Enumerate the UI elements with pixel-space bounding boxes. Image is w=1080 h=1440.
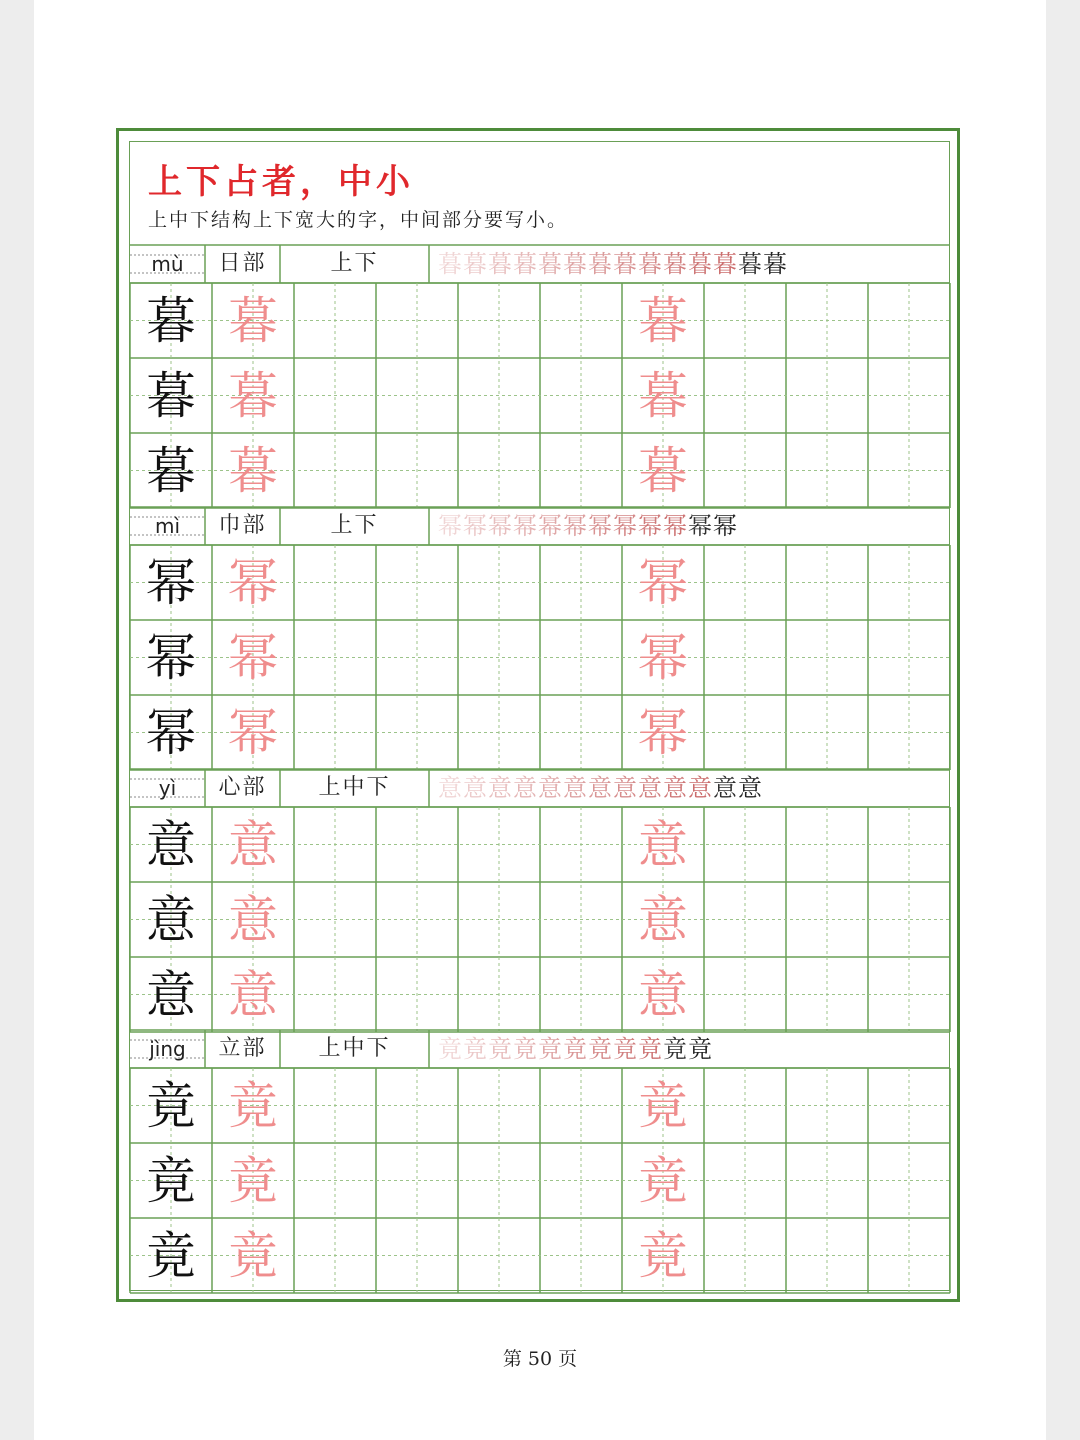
stroke-step: 幂 [488, 512, 513, 540]
stroke-step: 暮 [638, 250, 663, 278]
structure-label: 上下 [330, 513, 379, 538]
stroke-step: 暮 [463, 250, 488, 278]
model-character: 暮 [146, 291, 196, 350]
trace-character: 幂 [228, 703, 278, 762]
stroke-step: 竟 [463, 1035, 488, 1063]
stroke-step: 意 [538, 774, 563, 802]
trace-character: 竟 [228, 1151, 278, 1210]
stroke-step: 幂 [563, 512, 588, 540]
stroke-order-sequence [438, 769, 938, 807]
trace-character: 暮 [228, 366, 278, 425]
stroke-step: 暮 [613, 250, 638, 278]
trace-character: 竟 [638, 1076, 688, 1135]
trace-character: 幂 [638, 628, 688, 687]
stroke-step: 暮 [438, 250, 463, 278]
stroke-step: 幂 [613, 512, 638, 540]
stroke-step: 暮 [688, 250, 713, 278]
stroke-step: 意 [713, 774, 738, 802]
stroke-step: 幂 [463, 512, 488, 540]
stroke-step: 暮 [663, 250, 688, 278]
stroke-step: 意 [488, 774, 513, 802]
stroke-step: 意 [738, 774, 763, 802]
stroke-step: 暮 [513, 250, 538, 278]
trace-character: 意 [638, 965, 688, 1024]
trace-character: 意 [228, 890, 278, 949]
trace-character: 暮 [638, 366, 688, 425]
stroke-step: 意 [513, 774, 538, 802]
stroke-step: 幂 [588, 512, 613, 540]
stroke-step: 幂 [663, 512, 688, 540]
page-number: 第 50 页 [502, 1348, 578, 1370]
stroke-step: 意 [563, 774, 588, 802]
stroke-step: 竟 [613, 1035, 638, 1063]
trace-character: 意 [638, 815, 688, 874]
stroke-step: 暮 [713, 250, 738, 278]
stroke-step: 竟 [538, 1035, 563, 1063]
model-character: 暮 [146, 366, 196, 425]
model-character: 幂 [146, 703, 196, 762]
model-character: 意 [146, 890, 196, 949]
stroke-step: 意 [438, 774, 463, 802]
stroke-step: 意 [613, 774, 638, 802]
structure-label: 上中下 [318, 1036, 391, 1061]
stroke-step: 幂 [513, 512, 538, 540]
stroke-step: 意 [463, 774, 488, 802]
stroke-step: 竟 [588, 1035, 613, 1063]
stroke-order-sequence [438, 245, 938, 283]
trace-character: 竟 [228, 1076, 278, 1135]
trace-character: 竟 [228, 1226, 278, 1285]
stroke-step: 意 [663, 774, 688, 802]
model-character: 意 [146, 965, 196, 1024]
stroke-order-sequence [438, 507, 938, 545]
radical-label: 立部 [218, 1036, 267, 1061]
model-character: 竟 [146, 1076, 196, 1135]
model-character: 幂 [146, 553, 196, 612]
trace-character: 竟 [638, 1226, 688, 1285]
structure-label: 上中下 [318, 775, 391, 800]
stroke-step: 幂 [538, 512, 563, 540]
stroke-step: 竟 [438, 1035, 463, 1063]
stroke-step: 幂 [713, 512, 738, 540]
stroke-step: 暮 [538, 250, 563, 278]
stroke-step: 竟 [688, 1035, 713, 1063]
trace-character: 暮 [228, 441, 278, 500]
stroke-order-sequence [438, 1030, 938, 1068]
trace-character: 幂 [228, 553, 278, 612]
model-character: 竟 [146, 1151, 196, 1210]
trace-character: 暮 [638, 291, 688, 350]
radical-label: 心部 [218, 775, 267, 800]
trace-character: 幂 [638, 553, 688, 612]
page-subtitle: 上中下结构上下宽大的字，中间部分要写小。 [148, 209, 569, 231]
trace-character: 意 [638, 890, 688, 949]
stroke-step: 暮 [763, 250, 788, 278]
stroke-step: 意 [588, 774, 613, 802]
radical-label: 日部 [218, 251, 267, 276]
stroke-step: 意 [688, 774, 713, 802]
pinyin-label: jìng [149, 1037, 186, 1061]
stroke-step: 竟 [513, 1035, 538, 1063]
pinyin-label: yì [158, 776, 177, 800]
model-character: 幂 [146, 628, 196, 687]
trace-character: 幂 [638, 703, 688, 762]
stroke-step: 暮 [488, 250, 513, 278]
stroke-step: 竟 [663, 1035, 688, 1063]
trace-character: 意 [228, 815, 278, 874]
trace-character: 竟 [638, 1151, 688, 1210]
trace-character: 暮 [638, 441, 688, 500]
stroke-step: 竟 [563, 1035, 588, 1063]
stroke-step: 暮 [738, 250, 763, 278]
stroke-step: 幂 [688, 512, 713, 540]
page-title: 上下占者，中小 [148, 162, 414, 202]
model-character: 暮 [146, 441, 196, 500]
pinyin-label: mì [154, 514, 181, 538]
model-character: 意 [146, 815, 196, 874]
trace-character: 意 [228, 965, 278, 1024]
stroke-step: 暮 [588, 250, 613, 278]
structure-label: 上下 [330, 251, 379, 276]
trace-character: 暮 [228, 291, 278, 350]
model-character: 竟 [146, 1226, 196, 1285]
trace-character: 幂 [228, 628, 278, 687]
stroke-step: 幂 [438, 512, 463, 540]
radical-label: 巾部 [218, 513, 267, 538]
stroke-step: 幂 [638, 512, 663, 540]
stroke-step: 竟 [638, 1035, 663, 1063]
stroke-step: 意 [638, 774, 663, 802]
pinyin-label: mù [151, 252, 184, 276]
stroke-step: 竟 [488, 1035, 513, 1063]
stroke-step: 暮 [563, 250, 588, 278]
